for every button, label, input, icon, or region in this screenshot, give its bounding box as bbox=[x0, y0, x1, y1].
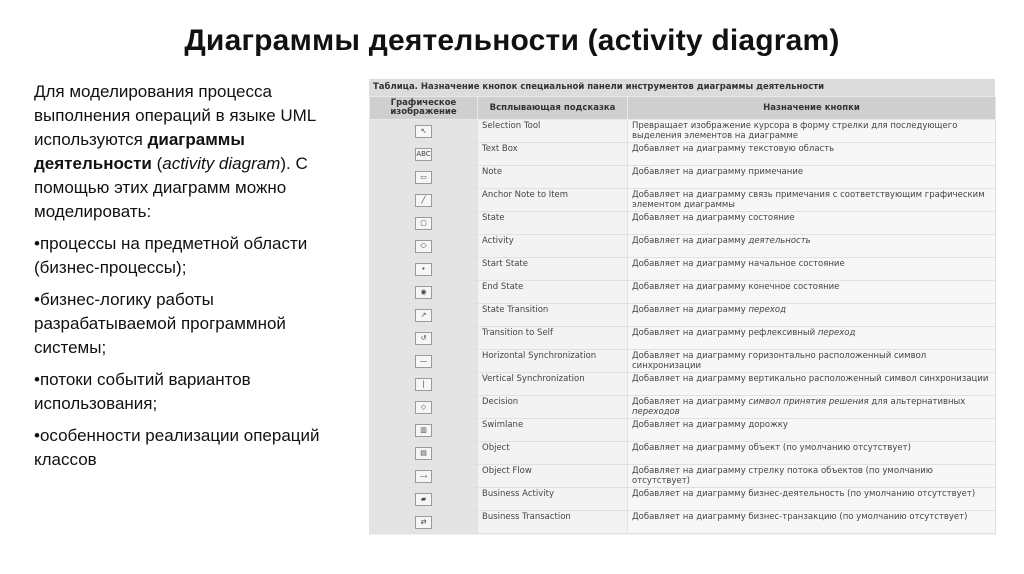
tooltip-cell: State bbox=[478, 212, 628, 235]
description-cell bbox=[628, 419, 996, 442]
icon-glyph: ↺ bbox=[415, 332, 432, 345]
tooltip-cell: Business Activity bbox=[478, 488, 628, 511]
tooltip-cell: Swimlane bbox=[478, 419, 628, 442]
table-row bbox=[370, 327, 996, 350]
tooltip-cell: Note bbox=[478, 166, 628, 189]
table-row bbox=[370, 396, 996, 419]
icon-cell bbox=[370, 419, 478, 442]
icon-cell bbox=[370, 373, 478, 396]
description-text: Добавляет на диаграмму объект (по умолчанию отсутствует) bbox=[632, 443, 911, 453]
table-row bbox=[370, 235, 996, 258]
intro-text-block bbox=[34, 80, 334, 480]
intro-term-en: activity diagram bbox=[162, 154, 281, 173]
tooltip-cell: Text Box bbox=[478, 143, 628, 166]
description-text: Добавляет на диаграмму примечание bbox=[632, 167, 804, 177]
icon-cell bbox=[370, 258, 478, 281]
description-cell bbox=[628, 350, 996, 373]
description-cell bbox=[628, 189, 996, 212]
icon-glyph: ⇄ bbox=[415, 516, 432, 529]
icon-glyph: ⤏ bbox=[415, 470, 432, 483]
description-text: для альтернативных bbox=[868, 397, 966, 407]
tooltip-cell: Business Transaction bbox=[478, 511, 628, 534]
description-cell bbox=[628, 258, 996, 281]
description-cell bbox=[628, 442, 996, 465]
icon-cell bbox=[370, 166, 478, 189]
tooltip-cell: Selection Tool bbox=[478, 120, 628, 143]
table-row bbox=[370, 143, 996, 166]
description-text: Добавляет на диаграмму вертикально расположенный символ синхронизации bbox=[632, 374, 989, 384]
icon-glyph: ABC bbox=[415, 148, 432, 161]
description-text: Добавляет на диаграмму текстовую область bbox=[632, 144, 835, 154]
slide-title: Диаграммы деятельности (activity diagram) bbox=[184, 24, 840, 57]
description-text: Добавляет на диаграмму начальное состояние bbox=[632, 259, 845, 269]
description-text: Добавляет на диаграмму дорожку bbox=[632, 420, 788, 430]
table-row bbox=[370, 166, 996, 189]
description-text: Добавляет на диаграмму bbox=[632, 305, 749, 315]
bullet-item: •бизнес-логику работы разрабатываемой программной системы; bbox=[34, 290, 286, 357]
tooltip-cell: Decision bbox=[478, 396, 628, 419]
table-row bbox=[370, 373, 996, 396]
description-text: Добавляет на диаграмму состояние bbox=[632, 213, 795, 223]
intro-text: ( bbox=[151, 154, 163, 173]
tooltip-cell: Activity bbox=[478, 235, 628, 258]
table-row bbox=[370, 488, 996, 511]
column-header: Всплывающая подсказка bbox=[478, 97, 628, 120]
icon-cell bbox=[370, 350, 478, 373]
icon-cell bbox=[370, 235, 478, 258]
table-caption: Таблица. Назначение кнопок специальной панели инструментов диаграммы деятельности bbox=[369, 79, 995, 96]
description-cell bbox=[628, 281, 996, 304]
description-cell bbox=[628, 465, 996, 488]
tooltip-cell: End State bbox=[478, 281, 628, 304]
icon-glyph: ◇ bbox=[415, 401, 432, 414]
intro-text: Для моделирования процесса выполнения операций в языке UML используются bbox=[34, 82, 316, 149]
description-cell bbox=[628, 235, 996, 258]
bullet-item: •процессы на предметной области (бизнес-процессы); bbox=[34, 234, 308, 277]
tooltip-cell: Start State bbox=[478, 258, 628, 281]
description-cell bbox=[628, 120, 996, 143]
description-text: переход bbox=[748, 305, 786, 315]
table bbox=[369, 96, 996, 534]
intro-paragraph bbox=[34, 80, 334, 224]
description-text: Добавляет на диаграмму бизнес-транзакцию (по умолчанию отсутствует) bbox=[632, 512, 968, 522]
tooltip-cell: Object Flow bbox=[478, 465, 628, 488]
icon-glyph: — bbox=[415, 355, 432, 368]
icon-cell bbox=[370, 120, 478, 143]
description-text: Добавляет на диаграмму bbox=[632, 397, 749, 407]
description-cell bbox=[628, 304, 996, 327]
icon-glyph: ▭ bbox=[415, 171, 432, 184]
table-row bbox=[370, 258, 996, 281]
description-cell bbox=[628, 212, 996, 235]
icon-cell bbox=[370, 511, 478, 534]
description-cell bbox=[628, 143, 996, 166]
description-cell bbox=[628, 166, 996, 189]
icon-glyph: ◉ bbox=[415, 286, 432, 299]
table-row bbox=[370, 419, 996, 442]
table-row bbox=[370, 350, 996, 373]
description-cell bbox=[628, 511, 996, 534]
description-text: Добавляет на диаграмму горизонтально расположенный символ синхронизации bbox=[632, 351, 927, 371]
icon-glyph: ▰ bbox=[415, 493, 432, 506]
tooltip-cell: Anchor Note to Item bbox=[478, 189, 628, 212]
description-text: Добавляет на диаграмму bbox=[632, 236, 749, 246]
icon-glyph: ⬭ bbox=[415, 240, 432, 253]
tooltip-cell: Horizontal Synchronization bbox=[478, 350, 628, 373]
description-cell bbox=[628, 373, 996, 396]
description-text: Добавляет на диаграмму конечное состояние bbox=[632, 282, 840, 292]
tooltip-cell: State Transition bbox=[478, 304, 628, 327]
table-row bbox=[370, 281, 996, 304]
description-text: Добавляет на диаграмму стрелку потока объектов (по умолчанию отсутствует) bbox=[632, 466, 933, 486]
icon-cell bbox=[370, 304, 478, 327]
description-text: Превращает изображение курсора в форму стрелки для последующего выделения элементов на диаграмме bbox=[632, 121, 958, 141]
intro-text: ). С помощью этих диаграмм можно моделировать: bbox=[34, 154, 308, 221]
icon-cell bbox=[370, 396, 478, 419]
table-row bbox=[370, 120, 996, 143]
icon-glyph: ▤ bbox=[415, 447, 432, 460]
table-header-row bbox=[370, 97, 996, 120]
icon-glyph: ↗ bbox=[415, 309, 432, 322]
icon-glyph: | bbox=[415, 378, 432, 391]
table-row bbox=[370, 304, 996, 327]
bullet-item: •потоки событий вариантов использования; bbox=[34, 370, 251, 413]
description-cell bbox=[628, 327, 996, 350]
icon-cell bbox=[370, 212, 478, 235]
icon-cell bbox=[370, 442, 478, 465]
icon-cell bbox=[370, 465, 478, 488]
icon-glyph: ╱ bbox=[415, 194, 432, 207]
description-text: символ принятия решения bbox=[748, 397, 869, 407]
tooltip-cell: Vertical Synchronization bbox=[478, 373, 628, 396]
intro-term: диаграммы деятельности bbox=[34, 130, 245, 173]
bullet-item: •особенности реализации операций классов bbox=[34, 426, 320, 469]
tooltip-cell: Object bbox=[478, 442, 628, 465]
toolbar-buttons-table bbox=[369, 79, 995, 535]
icon-glyph: • bbox=[415, 263, 432, 276]
description-cell bbox=[628, 488, 996, 511]
description-text: Добавляет на диаграмму бизнес-деятельность (по умолчанию отсутствует) bbox=[632, 489, 976, 499]
description-text: переходов bbox=[632, 407, 680, 417]
table-row bbox=[370, 511, 996, 534]
description-text: деятельность bbox=[748, 236, 811, 246]
icon-glyph: ▥ bbox=[415, 424, 432, 437]
icon-glyph: ▢ bbox=[415, 217, 432, 230]
tooltip-cell: Transition to Self bbox=[478, 327, 628, 350]
icon-cell bbox=[370, 488, 478, 511]
table-row bbox=[370, 212, 996, 235]
icon-cell bbox=[370, 143, 478, 166]
table-row bbox=[370, 442, 996, 465]
description-text: Добавляет на диаграмму связь примечания с соответствующим графическим элементом диаграммы bbox=[632, 190, 985, 210]
table-body bbox=[370, 120, 996, 534]
table-row bbox=[370, 465, 996, 488]
column-header: Назначение кнопки bbox=[628, 97, 996, 120]
icon-glyph: ↖ bbox=[415, 125, 432, 138]
column-header: Графическое изображение bbox=[370, 97, 478, 120]
description-text: Добавляет на диаграмму рефлексивный bbox=[632, 328, 818, 338]
icon-cell bbox=[370, 189, 478, 212]
description-text: переход bbox=[817, 328, 856, 338]
table-row bbox=[370, 189, 996, 212]
icon-cell bbox=[370, 281, 478, 304]
icon-cell bbox=[370, 327, 478, 350]
description-cell bbox=[628, 396, 996, 419]
